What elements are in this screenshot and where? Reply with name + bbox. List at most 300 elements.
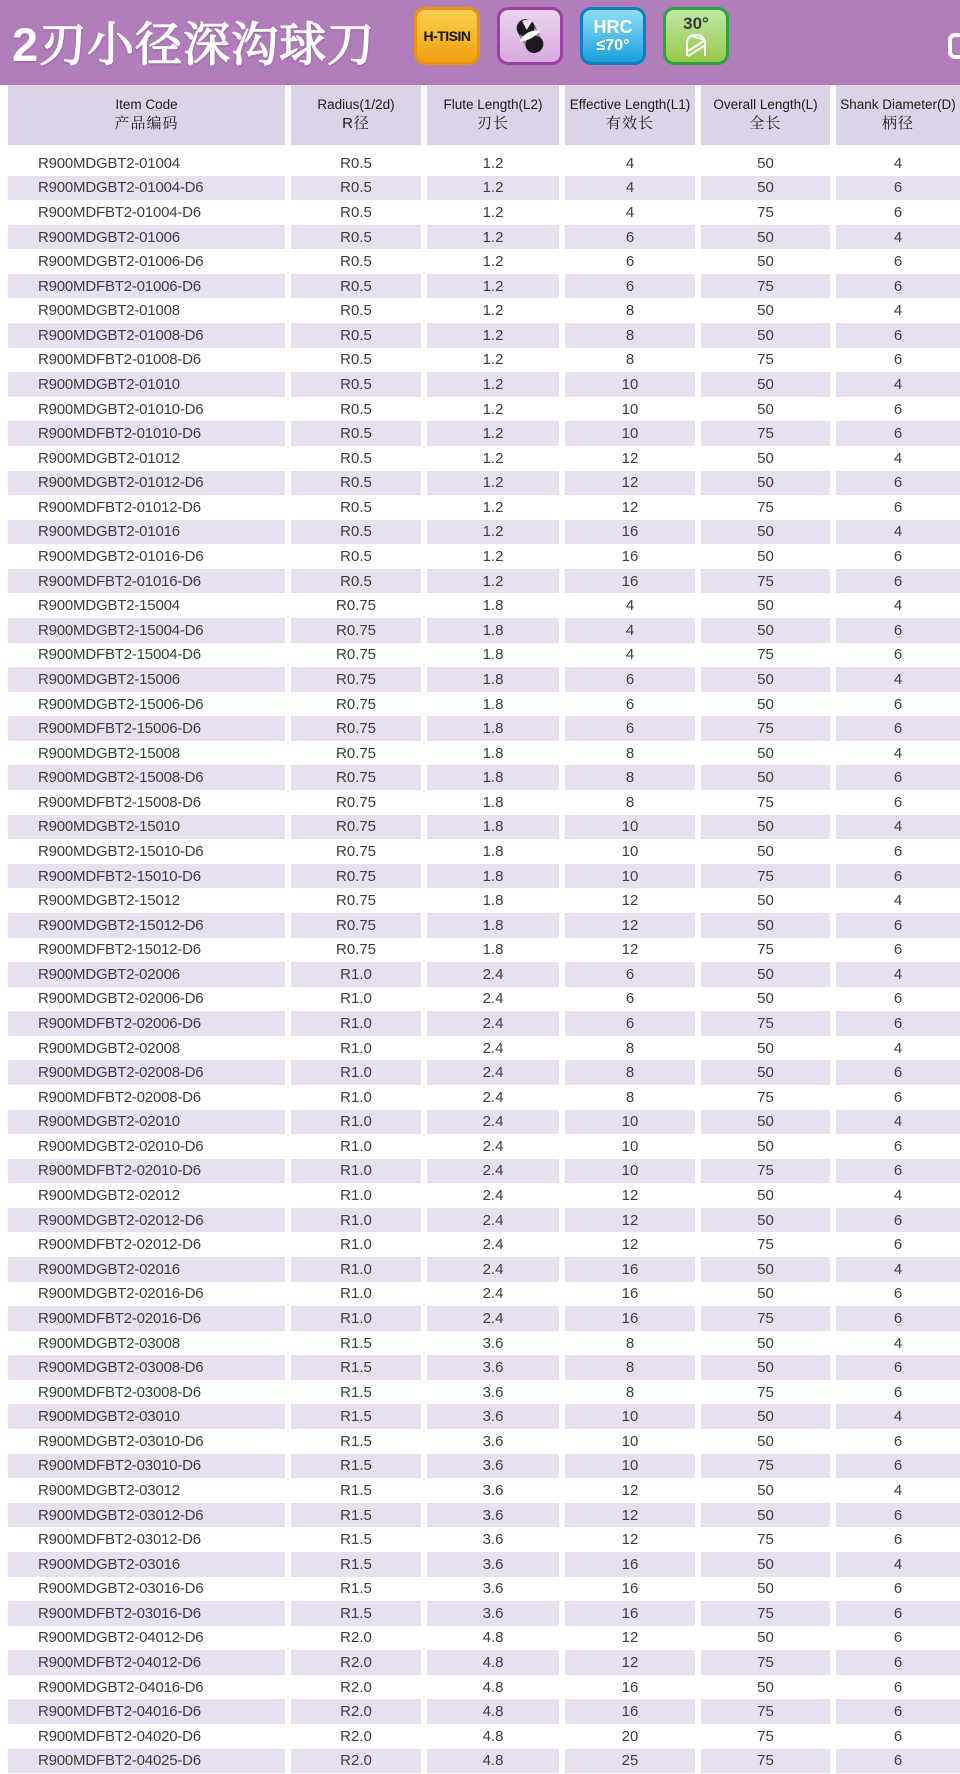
- table-row: [0, 1331, 960, 1356]
- column-header-zh: 柄径: [881, 114, 914, 132]
- table-row: [0, 397, 960, 422]
- table-row: [0, 372, 960, 397]
- table-row: [0, 790, 960, 815]
- cell-item-code: R900MDGBT2-03010-D6: [38, 1432, 204, 1450]
- cell-overall-length: 50: [701, 323, 830, 348]
- cell-overall-length: 75: [701, 716, 830, 741]
- cell-effective-length: 20: [621, 1727, 639, 1745]
- column-header-en: Effective Length(L1): [569, 97, 691, 113]
- cell-flute-length: 2.4: [427, 1159, 559, 1184]
- table-row: [0, 1306, 960, 1331]
- cell-effective-length: 12: [621, 1629, 639, 1647]
- cell-item-code: R900MDGBT2-15010-D6: [38, 842, 204, 860]
- cell-flute-length: 1.8: [427, 716, 559, 741]
- cell-shank-diameter: 4: [893, 154, 903, 172]
- table-row: [0, 1011, 960, 1036]
- cell-effective-length: 6: [565, 1011, 695, 1036]
- cell-radius: R0.5: [291, 274, 421, 299]
- table-row: [0, 446, 960, 471]
- table-row: [0, 544, 960, 569]
- cell-item-code: R900MDGBT2-02006-D6: [38, 990, 204, 1008]
- cell-overall-length: 50: [701, 471, 830, 496]
- cell-radius: R1.5: [291, 1355, 421, 1380]
- cell-effective-length: 4: [625, 646, 635, 664]
- cell-effective-length: 12: [565, 1208, 695, 1233]
- cell-effective-length: 10: [621, 842, 639, 860]
- column-header-flute-length: [427, 85, 559, 145]
- cell-overall-length: 50: [701, 618, 830, 643]
- cell-item-code: R900MDGBT2-02008-D6: [8, 1060, 285, 1085]
- cell-shank-diameter: 6: [836, 274, 960, 299]
- cell-shank-diameter: 6: [893, 1629, 903, 1647]
- cell-item-code: R900MDGBT2-01004: [38, 154, 180, 172]
- cell-overall-length: 75: [701, 864, 830, 889]
- cell-effective-length: 12: [565, 471, 695, 496]
- cell-item-code: R900MDFBT2-04016-D6: [8, 1699, 285, 1724]
- cell-radius: R2.0: [291, 1699, 421, 1724]
- cell-overall-length: 50: [757, 695, 774, 713]
- cell-item-code: R900MDFBT2-04020-D6: [38, 1727, 201, 1745]
- cell-effective-length: 4: [565, 618, 695, 643]
- cell-flute-length: 1.2: [427, 225, 559, 250]
- cell-shank-diameter: 4: [893, 1039, 903, 1057]
- cell-effective-length: 8: [625, 1334, 635, 1352]
- cell-radius: R1.5: [291, 1404, 421, 1429]
- cell-flute-length: 2.4: [427, 1208, 559, 1233]
- cell-overall-length: 50: [701, 176, 830, 201]
- cell-effective-length: 8: [625, 302, 635, 320]
- cell-item-code: R900MDFBT2-03016-D6: [8, 1601, 285, 1626]
- cell-radius: R0.75: [335, 597, 377, 615]
- table-row: [0, 1454, 960, 1479]
- cell-effective-length: 8: [625, 744, 635, 762]
- table-row: [0, 938, 960, 963]
- cell-effective-length: 16: [565, 569, 695, 594]
- cell-effective-length: 10: [565, 372, 695, 397]
- cell-flute-length: 1.8: [482, 646, 504, 664]
- cell-radius: R1.5: [291, 1552, 421, 1577]
- cell-item-code: R900MDGBT2-01012-D6: [8, 471, 285, 496]
- cell-overall-length: 50: [701, 1257, 830, 1282]
- cell-overall-length: 50: [701, 1404, 830, 1429]
- cell-item-code: R900MDGBT2-15010: [8, 815, 285, 840]
- cell-effective-length: 8: [565, 1355, 695, 1380]
- cell-radius: R1.0: [340, 1137, 372, 1155]
- cell-effective-length: 16: [565, 520, 695, 545]
- cell-effective-length: 12: [621, 892, 639, 910]
- cell-effective-length: 6: [625, 253, 635, 271]
- cell-item-code: R900MDGBT2-01016: [8, 520, 285, 545]
- cell-shank-diameter: 6: [893, 548, 903, 566]
- table-row: [0, 741, 960, 766]
- cell-flute-length: 2.4: [482, 1137, 504, 1155]
- table-row: [0, 1699, 960, 1724]
- cell-radius: R1.0: [340, 1187, 372, 1205]
- cropped-edge-element: [948, 33, 960, 59]
- helix-angle-label: 30°: [683, 14, 709, 33]
- cell-overall-length: 75: [757, 941, 774, 959]
- cell-flute-length: 1.2: [427, 274, 559, 299]
- cell-item-code: R900MDGBT2-15008-D6: [8, 765, 285, 790]
- cell-shank-diameter: 6: [893, 1580, 903, 1598]
- cell-radius: R1.5: [291, 1601, 421, 1626]
- cell-overall-length: 50: [757, 1580, 774, 1598]
- cell-flute-length: 1.8: [427, 667, 559, 692]
- cell-flute-length: 3.6: [482, 1383, 504, 1401]
- cell-effective-length: 8: [625, 1039, 635, 1057]
- column-header-effective-length: [565, 85, 695, 145]
- cell-overall-length: 50: [757, 1285, 774, 1303]
- cell-overall-length: 50: [701, 765, 830, 790]
- cell-effective-length: 12: [621, 1187, 639, 1205]
- cell-effective-length: 6: [565, 716, 695, 741]
- cell-flute-length: 3.6: [427, 1454, 559, 1479]
- cell-flute-length: 1.2: [482, 449, 504, 467]
- cell-shank-diameter: 4: [893, 1187, 903, 1205]
- cell-flute-length: 3.6: [482, 1531, 504, 1549]
- cell-item-code: R900MDGBT2-01016-D6: [38, 548, 204, 566]
- table-row: [0, 520, 960, 545]
- helix-angle-badge: [663, 7, 729, 65]
- cell-overall-length: 50: [757, 892, 774, 910]
- cell-effective-length: 8: [565, 323, 695, 348]
- cell-overall-length: 50: [701, 913, 830, 938]
- cell-flute-length: 1.2: [427, 323, 559, 348]
- table-row: [0, 569, 960, 594]
- table-row: [0, 716, 960, 741]
- cell-shank-diameter: 4: [893, 302, 903, 320]
- cell-radius: R1.0: [340, 1285, 372, 1303]
- cell-item-code: R900MDFBT2-01008-D6: [38, 351, 201, 369]
- cell-radius: R1.0: [291, 1110, 421, 1135]
- cell-effective-length: 12: [621, 449, 639, 467]
- table-row: [0, 962, 960, 987]
- cell-overall-length: 75: [701, 1011, 830, 1036]
- cell-item-code: R900MDGBT2-01010-D6: [38, 400, 204, 418]
- cell-radius: R0.75: [335, 892, 377, 910]
- cell-shank-diameter: 6: [836, 1699, 960, 1724]
- cell-flute-length: 1.8: [482, 941, 504, 959]
- table-row: [0, 839, 960, 864]
- cell-shank-diameter: 6: [893, 990, 903, 1008]
- cell-overall-length: 50: [757, 1187, 774, 1205]
- cell-item-code: R900MDGBT2-01006-D6: [38, 253, 204, 271]
- cell-shank-diameter: 6: [836, 1503, 960, 1528]
- table-row: [0, 1134, 960, 1159]
- cell-overall-length: 50: [701, 1208, 830, 1233]
- cell-shank-diameter: 4: [893, 1334, 903, 1352]
- cell-radius: R0.75: [291, 618, 421, 643]
- cell-item-code: R900MDGBT2-15006: [8, 667, 285, 692]
- cell-effective-length: 4: [565, 176, 695, 201]
- table-row: [0, 1085, 960, 1110]
- cell-effective-length: 16: [565, 1601, 695, 1626]
- cell-flute-length: 1.2: [427, 471, 559, 496]
- table-row: [0, 618, 960, 643]
- cell-overall-length: 75: [757, 793, 774, 811]
- cell-flute-length: 1.2: [482, 203, 504, 221]
- cell-item-code: R900MDFBT2-01016-D6: [8, 569, 285, 594]
- cell-effective-length: 8: [625, 1088, 635, 1106]
- cell-item-code: R900MDFBT2-03012-D6: [38, 1531, 201, 1549]
- cell-radius: R1.0: [291, 1011, 421, 1036]
- table-row: [0, 323, 960, 348]
- table-row: [0, 888, 960, 913]
- cell-flute-length: 1.8: [427, 765, 559, 790]
- cell-flute-length: 2.4: [482, 1285, 504, 1303]
- cell-item-code: R900MDFBT2-03008-D6: [38, 1383, 201, 1401]
- cell-flute-length: 2.4: [482, 990, 504, 1008]
- cell-effective-length: 12: [621, 941, 639, 959]
- cell-radius: R1.5: [291, 1454, 421, 1479]
- table-body: [0, 151, 960, 1773]
- cell-shank-diameter: 6: [893, 351, 903, 369]
- cell-effective-length: 8: [625, 351, 635, 369]
- cell-item-code: R900MDGBT2-01008-D6: [8, 323, 285, 348]
- cell-overall-length: 50: [701, 1552, 830, 1577]
- cell-shank-diameter: 6: [893, 1088, 903, 1106]
- table-row: [0, 667, 960, 692]
- column-header-zh: 产品编码: [114, 114, 179, 132]
- cell-overall-length: 50: [757, 154, 774, 172]
- coating-badge-label: H-TISIN: [423, 28, 471, 44]
- cell-item-code: R900MDGBT2-03008-D6: [8, 1355, 285, 1380]
- cell-shank-diameter: 4: [836, 1552, 960, 1577]
- cell-flute-length: 4.8: [427, 1699, 559, 1724]
- cell-flute-length: 2.4: [482, 1187, 504, 1205]
- cell-item-code: R900MDGBT2-03008: [38, 1334, 180, 1352]
- cell-effective-length: 10: [621, 1137, 639, 1155]
- cell-radius: R1.5: [340, 1531, 372, 1549]
- cell-item-code: R900MDFBT2-15010-D6: [8, 864, 285, 889]
- page-banner: [0, 0, 960, 85]
- cell-shank-diameter: 6: [893, 1137, 903, 1155]
- cell-overall-length: 75: [757, 1727, 774, 1745]
- cell-effective-length: 4: [625, 154, 635, 172]
- cell-flute-length: 2.4: [427, 1060, 559, 1085]
- cell-overall-length: 75: [701, 1159, 830, 1184]
- table-row: [0, 1724, 960, 1749]
- table-row: [0, 643, 960, 668]
- table-row: [0, 1380, 960, 1405]
- cell-overall-length: 50: [757, 1629, 774, 1647]
- cell-shank-diameter: 6: [836, 569, 960, 594]
- cell-item-code: R900MDFBT2-02016-D6: [8, 1306, 285, 1331]
- cell-item-code: R900MDGBT2-04016-D6: [38, 1678, 204, 1696]
- cell-item-code: R900MDGBT2-02008: [38, 1039, 180, 1057]
- column-header-zh: 有效长: [605, 114, 654, 132]
- cell-item-code: R900MDGBT2-15004: [38, 597, 180, 615]
- cell-flute-length: 4.8: [482, 1629, 504, 1647]
- column-header-en: Shank Diameter(D): [840, 97, 956, 113]
- cell-flute-length: 2.4: [427, 962, 559, 987]
- cell-shank-diameter: 6: [893, 1432, 903, 1450]
- cell-effective-length: 8: [565, 765, 695, 790]
- cell-radius: R0.75: [335, 695, 377, 713]
- table-row: [0, 249, 960, 274]
- cell-flute-length: 2.4: [427, 1011, 559, 1036]
- cell-radius: R0.5: [291, 520, 421, 545]
- table-row: [0, 225, 960, 250]
- cell-overall-length: 50: [757, 1334, 774, 1352]
- cell-radius: R2.0: [340, 1727, 372, 1745]
- cell-radius: R0.75: [291, 815, 421, 840]
- cell-effective-length: 10: [565, 1454, 695, 1479]
- cell-flute-length: 3.6: [427, 1552, 559, 1577]
- cell-effective-length: 10: [621, 1432, 639, 1450]
- cell-overall-length: 50: [701, 815, 830, 840]
- cell-radius: R1.5: [340, 1482, 372, 1499]
- table-row: [0, 274, 960, 299]
- cell-overall-length: 75: [701, 1306, 830, 1331]
- cell-shank-diameter: 6: [893, 1531, 903, 1549]
- table-header: [0, 85, 960, 145]
- table-row: [0, 1552, 960, 1577]
- cell-effective-length: 10: [565, 1159, 695, 1184]
- cell-flute-length: 1.2: [427, 520, 559, 545]
- cell-item-code: R900MDGBT2-02006: [8, 962, 285, 987]
- column-header-zh: 刃长: [476, 114, 509, 132]
- cell-overall-length: 50: [757, 449, 774, 467]
- cell-flute-length: 3.6: [482, 1432, 504, 1450]
- cell-shank-diameter: 6: [836, 421, 960, 446]
- cell-radius: R1.0: [291, 1060, 421, 1085]
- cell-overall-length: 50: [701, 372, 830, 397]
- cell-shank-diameter: 6: [893, 203, 903, 221]
- cell-overall-length: 50: [757, 253, 774, 271]
- cell-shank-diameter: 4: [836, 1257, 960, 1282]
- cell-item-code: R900MDGBT2-02016-D6: [38, 1285, 204, 1303]
- column-header-en: Item Code: [115, 97, 178, 113]
- cell-radius: R0.5: [291, 372, 421, 397]
- cell-shank-diameter: 6: [836, 471, 960, 496]
- cell-shank-diameter: 4: [836, 225, 960, 250]
- table-row: [0, 1478, 960, 1503]
- cell-shank-diameter: 4: [836, 1110, 960, 1135]
- cell-shank-diameter: 6: [893, 842, 903, 860]
- table-row: [0, 987, 960, 1012]
- cell-radius: R1.0: [340, 1088, 372, 1106]
- cell-shank-diameter: 6: [836, 1011, 960, 1036]
- cell-radius: R2.0: [291, 1650, 421, 1675]
- cell-overall-length: 75: [701, 1749, 830, 1774]
- cell-effective-length: 10: [565, 1110, 695, 1135]
- cell-overall-length: 50: [757, 1678, 774, 1696]
- table-row: [0, 348, 960, 373]
- cell-effective-length: 8: [625, 1383, 635, 1401]
- cell-overall-length: 75: [757, 351, 774, 369]
- cell-flute-length: 2.4: [427, 1257, 559, 1282]
- column-header-radius: [291, 85, 421, 145]
- column-header-zh: 全长: [749, 114, 782, 132]
- cell-shank-diameter: 4: [836, 815, 960, 840]
- cell-shank-diameter: 6: [836, 765, 960, 790]
- table-row: [0, 1110, 960, 1135]
- cell-radius: R0.5: [340, 400, 372, 418]
- cell-effective-length: 12: [621, 1531, 639, 1549]
- cell-overall-length: 50: [757, 990, 774, 1008]
- cell-flute-length: 3.6: [482, 1580, 504, 1598]
- cell-radius: R1.0: [340, 990, 372, 1008]
- cell-effective-length: 16: [621, 548, 639, 566]
- end-mill-helix-icon: [683, 33, 709, 57]
- cell-effective-length: 6: [625, 990, 635, 1008]
- cell-shank-diameter: 6: [893, 695, 903, 713]
- cell-shank-diameter: 6: [893, 1383, 903, 1401]
- cell-item-code: R900MDFBT2-02008-D6: [38, 1088, 201, 1106]
- page-title: 2刃小径深沟球刀: [12, 18, 376, 71]
- cell-flute-length: 3.6: [482, 1482, 504, 1499]
- cell-item-code: R900MDFBT2-04012-D6: [8, 1650, 285, 1675]
- table-row: [0, 692, 960, 717]
- table-row: [0, 1503, 960, 1528]
- cell-radius: R1.5: [340, 1580, 372, 1598]
- cell-item-code: R900MDGBT2-15008: [38, 744, 180, 762]
- cell-flute-length: 1.8: [427, 618, 559, 643]
- table-row: [0, 1257, 960, 1282]
- table-row: [0, 176, 960, 201]
- table-row: [0, 1429, 960, 1454]
- cell-item-code: R900MDGBT2-15012-D6: [8, 913, 285, 938]
- cell-flute-length: 1.8: [427, 815, 559, 840]
- cell-effective-length: 12: [621, 1482, 639, 1499]
- cell-item-code: R900MDFBT2-01006-D6: [8, 274, 285, 299]
- cell-radius: R0.5: [340, 548, 372, 566]
- cell-item-code: R900MDFBT2-01012-D6: [38, 498, 201, 516]
- cell-radius: R0.75: [335, 793, 377, 811]
- cell-flute-length: 3.6: [427, 1404, 559, 1429]
- cell-shank-diameter: 4: [836, 1404, 960, 1429]
- table-row: [0, 765, 960, 790]
- cell-radius: R0.5: [340, 203, 372, 221]
- cell-shank-diameter: 6: [836, 1159, 960, 1184]
- cell-flute-length: 1.2: [427, 421, 559, 446]
- cell-flute-length: 4.8: [427, 1650, 559, 1675]
- cell-radius: R1.0: [340, 1236, 372, 1254]
- cell-radius: R1.0: [291, 962, 421, 987]
- cell-shank-diameter: 6: [836, 618, 960, 643]
- cell-radius: R1.5: [291, 1503, 421, 1528]
- cell-effective-length: 6: [565, 667, 695, 692]
- cell-shank-diameter: 6: [893, 793, 903, 811]
- cell-overall-length: 50: [701, 1110, 830, 1135]
- cell-overall-length: 50: [757, 302, 774, 320]
- column-header-item-code: [8, 85, 285, 145]
- cell-item-code: R900MDGBT2-15012: [38, 892, 180, 910]
- cell-radius: R0.75: [291, 716, 421, 741]
- table-row: [0, 864, 960, 889]
- table-row: [0, 1355, 960, 1380]
- cell-effective-length: 16: [565, 1699, 695, 1724]
- cell-item-code: R900MDFBT2-15008-D6: [38, 793, 201, 811]
- cell-item-code: R900MDFBT2-15012-D6: [38, 941, 201, 959]
- column-header-en: Radius(1/2d): [317, 97, 395, 113]
- cell-item-code: R900MDGBT2-02016: [8, 1257, 285, 1282]
- cell-item-code: R900MDGBT2-04012-D6: [38, 1629, 204, 1647]
- cell-flute-length: 3.6: [427, 1503, 559, 1528]
- cell-item-code: R900MDGBT2-01004-D6: [8, 176, 285, 201]
- cell-shank-diameter: 6: [836, 1749, 960, 1774]
- table-row: [0, 298, 960, 323]
- cell-item-code: R900MDFBT2-01010-D6: [8, 421, 285, 446]
- cell-overall-length: 75: [701, 1601, 830, 1626]
- cell-shank-diameter: 6: [836, 1650, 960, 1675]
- cell-radius: R0.75: [335, 842, 377, 860]
- table-row: [0, 1282, 960, 1307]
- cell-flute-length: 1.8: [427, 864, 559, 889]
- table-row: [0, 593, 960, 618]
- cell-flute-length: 1.2: [482, 351, 504, 369]
